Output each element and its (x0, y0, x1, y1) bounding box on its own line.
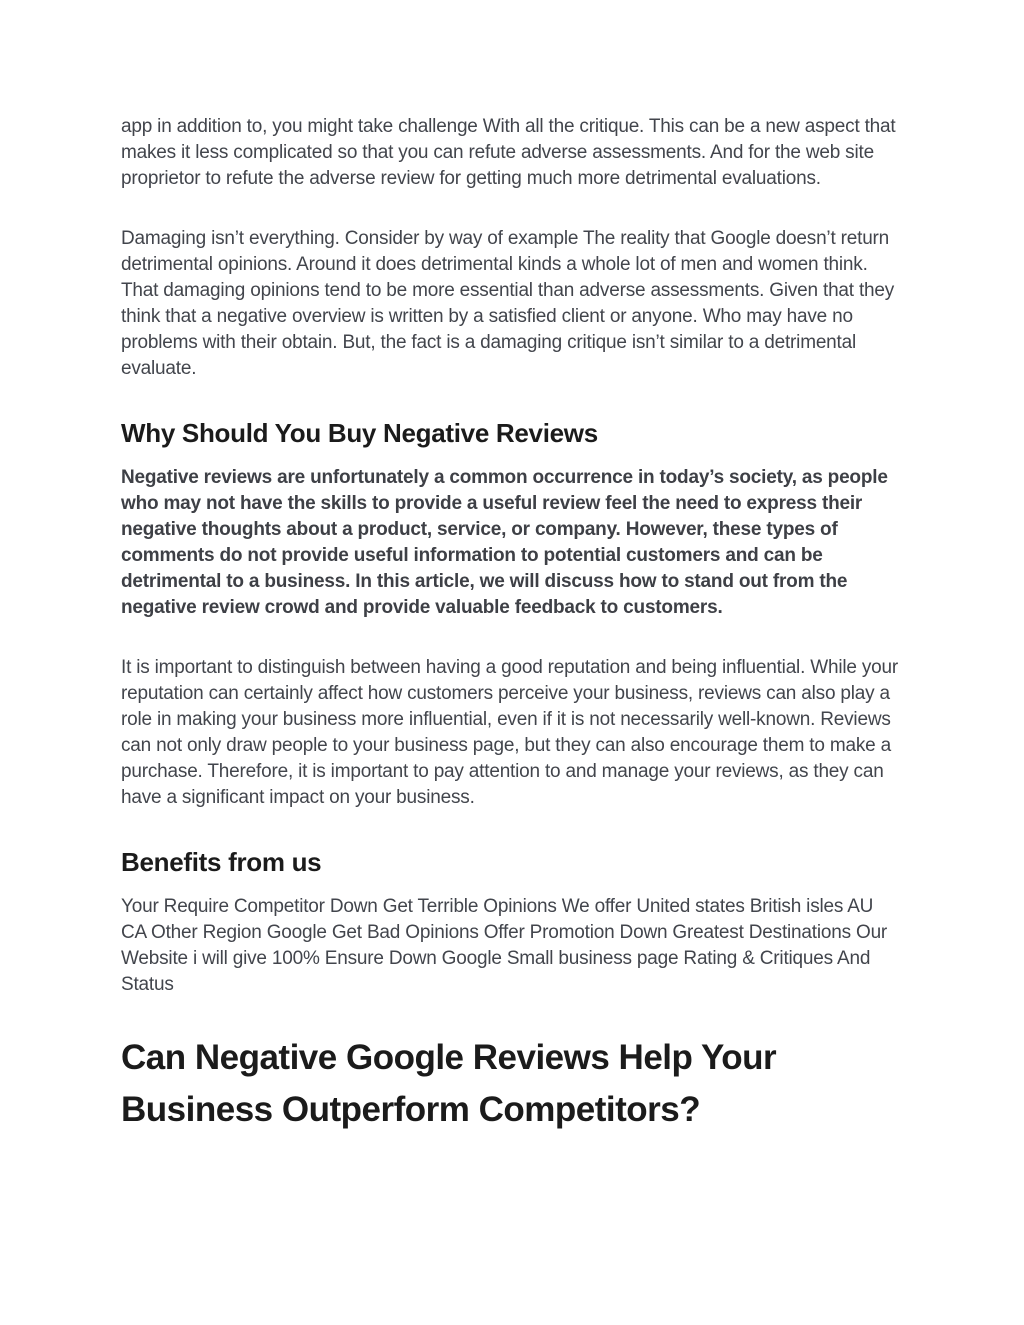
paragraph-reputation: It is important to distinguish between having a good reputation and being influential. While your reputation can certainly affect how customers perceive your business, reviews can also play a role in making your business more influential, even if it is not necessarily well-known. Reviews can not only draw people to your business page, but they can also encourage them to make a purchase. Therefore, it is important to pay attention to and manage your reviews, as they can have a significant impact on your business. (121, 657, 898, 808)
paragraph-damaging: Damaging isn’t everything. Consider by way of example The reality that Google doesn’t return detrimental opinions. Around it does detrimental kinds a whole lot of men and women think. That damaging opinions tend to be more essential than adverse assessments. Given that they think that a negative overview is written by a satisfied client or anyone. Who may have no problems with their obtain. But, the fact is a damaging critique isn’t similar to a detrimental evaluate. (121, 228, 895, 379)
paragraph-benefits: Your Require Competitor Down Get Terrible Opinions We offer United states British isles AU CA Other Region Google Get Bad Opinions Offer Promotion Down Greatest Destinations Our Website i will give 100% Ensure Down Google Small business page Rating & Critiques And Status (121, 896, 888, 995)
heading-can-negative-reviews-help: Can Negative Google Reviews Help Your Business Outperform Competitors? (121, 1038, 777, 1129)
heading-why-buy-negative-reviews: Why Should You Buy Negative Reviews (121, 418, 598, 448)
paragraph-why-lead: Negative reviews are unfortunately a common occurrence in today’s society, as people who may not have the skills to provide a useful review feel the need to express their negative thoughts about a product, service, or company. However, these types of comments do not provide useful information to potential customers and can be detrimental to a business. In this article, we will discuss how to stand out from the negative review crowd and provide valuable feedback to customers. (121, 467, 888, 618)
heading-benefits-from-us: Benefits from us (121, 847, 322, 877)
paragraph-intro: app in addition to, you might take challenge With all the critique. This can be a new aspect that makes it less complicated so that you can refute adverse assessments. And for the web site proprietor to refute the adverse review for getting much more detrimental evaluations. (121, 116, 896, 189)
